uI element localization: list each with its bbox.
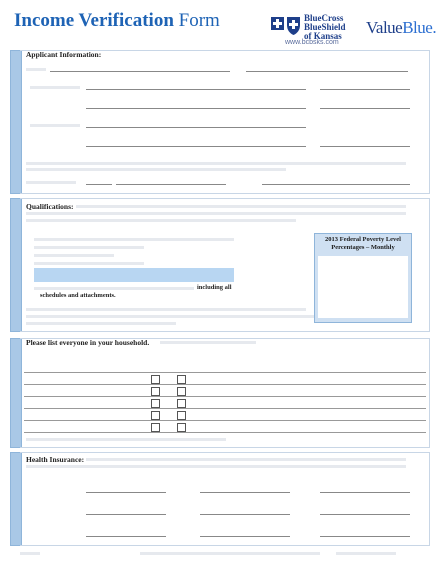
product-accent: Blue. bbox=[402, 18, 437, 37]
name-line-2 bbox=[246, 71, 408, 72]
insurance-line bbox=[200, 514, 290, 515]
bullet-item bbox=[34, 287, 194, 290]
phone-line bbox=[262, 184, 410, 185]
placeholder-text bbox=[30, 124, 80, 127]
table-row bbox=[24, 372, 426, 373]
schedules-text: schedules and attachments. bbox=[40, 292, 116, 299]
placeholder-text bbox=[26, 438, 226, 441]
placeholder-text bbox=[30, 86, 80, 89]
household-checkbox[interactable] bbox=[151, 423, 160, 432]
table-row bbox=[24, 384, 426, 385]
table-row bbox=[24, 396, 426, 397]
household-checkbox[interactable] bbox=[177, 423, 186, 432]
footer-text bbox=[336, 552, 396, 555]
household-checkbox[interactable] bbox=[151, 399, 160, 408]
bullet-item bbox=[34, 254, 114, 257]
placeholder-text bbox=[26, 68, 46, 71]
city-line-2 bbox=[320, 108, 410, 109]
fpl-title-line-2: Percentages – Monthly bbox=[331, 244, 395, 251]
brand-name bbox=[304, 14, 346, 41]
mailing-line bbox=[86, 127, 306, 128]
section-2-header: Qualifications: bbox=[26, 202, 74, 211]
name-line bbox=[50, 71, 230, 72]
ssn-line bbox=[116, 184, 226, 185]
brand-line-2: BlueShield bbox=[304, 22, 346, 32]
highlight-band bbox=[34, 268, 234, 282]
product-name: Value bbox=[366, 18, 403, 37]
placeholder-text bbox=[26, 315, 316, 318]
household-checkbox[interactable] bbox=[177, 399, 186, 408]
household-checkbox[interactable] bbox=[151, 411, 160, 420]
page-title bbox=[14, 10, 220, 32]
brand-line-1: BlueCross bbox=[304, 13, 344, 23]
insurance-line bbox=[200, 492, 290, 493]
placeholder-text bbox=[26, 212, 406, 215]
footer-text bbox=[20, 552, 40, 555]
bullet-item bbox=[34, 246, 144, 249]
insurance-line bbox=[320, 536, 410, 537]
dob-line bbox=[86, 184, 112, 185]
title-plain: Form bbox=[173, 10, 220, 31]
mailing-line-3 bbox=[320, 146, 410, 147]
title-bold: Income Verification bbox=[14, 10, 174, 31]
placeholder-text bbox=[160, 341, 256, 344]
table-row bbox=[24, 432, 426, 433]
insurance-line bbox=[86, 514, 166, 515]
bullet-item bbox=[34, 262, 144, 265]
household-checkbox[interactable] bbox=[151, 387, 160, 396]
brand-logos bbox=[270, 12, 437, 52]
including-all-text: including all bbox=[197, 284, 232, 291]
insurance-line bbox=[320, 492, 410, 493]
household-checkbox[interactable] bbox=[177, 387, 186, 396]
fpl-table bbox=[314, 233, 412, 323]
insurance-line bbox=[86, 536, 166, 537]
footer-text bbox=[140, 552, 320, 555]
placeholder-text bbox=[76, 205, 406, 208]
placeholder-text bbox=[26, 181, 76, 184]
fpl-title bbox=[315, 236, 411, 252]
fpl-title-line-1: 2013 Federal Poverty Level bbox=[325, 236, 401, 243]
household-checkbox[interactable] bbox=[151, 375, 160, 384]
brand-url: www.bcbsks.com bbox=[285, 39, 339, 46]
placeholder-text bbox=[26, 308, 306, 311]
insurance-line bbox=[320, 514, 410, 515]
bluecross-blueshield-icon bbox=[270, 14, 302, 38]
placeholder-text bbox=[86, 458, 406, 461]
placeholder-text bbox=[26, 465, 406, 468]
placeholder-text bbox=[26, 162, 406, 165]
mailing-line-2 bbox=[86, 146, 306, 147]
household-checkbox[interactable] bbox=[177, 375, 186, 384]
household-checkbox[interactable] bbox=[177, 411, 186, 420]
bullet-item bbox=[34, 238, 234, 241]
brand-line-3: of Kansas bbox=[304, 31, 342, 41]
insurance-line bbox=[200, 536, 290, 537]
placeholder-text bbox=[26, 168, 286, 171]
address-line bbox=[86, 89, 306, 90]
placeholder-text bbox=[26, 322, 176, 325]
product-logo bbox=[366, 18, 436, 38]
insurance-line bbox=[86, 492, 166, 493]
address-line-2 bbox=[320, 89, 410, 90]
placeholder-text bbox=[26, 219, 296, 222]
section-3-header: Please list everyone in your household. bbox=[26, 338, 150, 347]
table-row bbox=[24, 408, 426, 409]
city-line bbox=[86, 108, 306, 109]
section-4-header: Health Insurance: bbox=[26, 455, 85, 464]
fpl-body bbox=[318, 256, 408, 318]
table-row bbox=[24, 420, 426, 421]
section-1-header: Applicant Information: bbox=[26, 50, 102, 59]
